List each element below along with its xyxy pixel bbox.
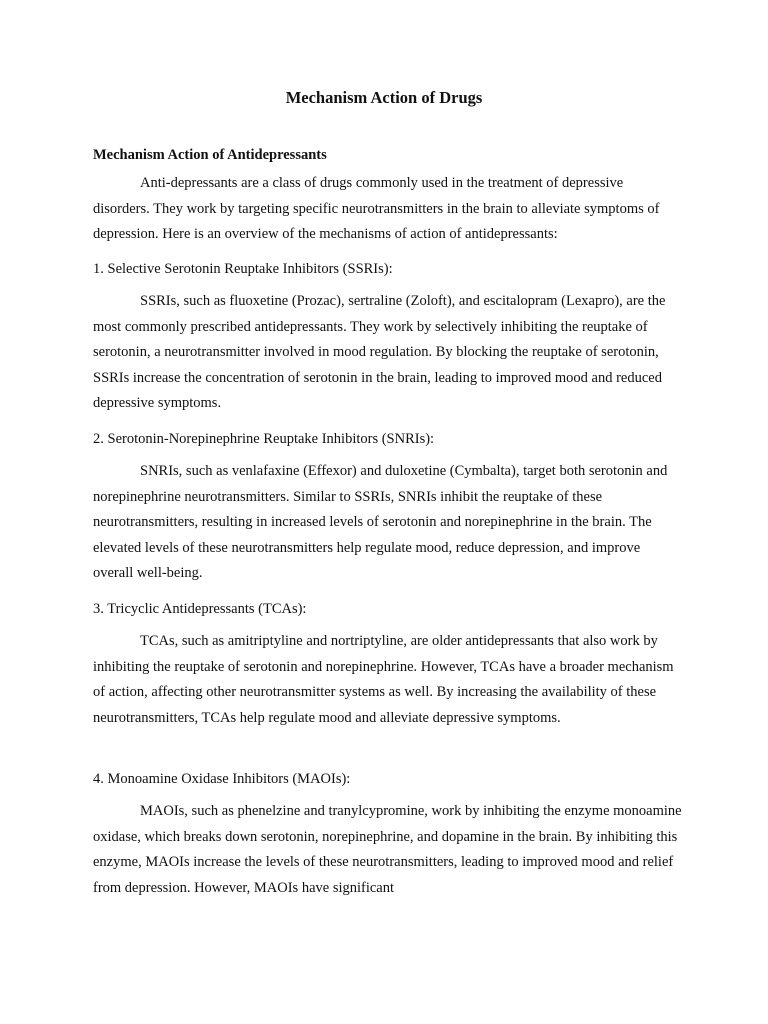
item-heading-snri: 2. Serotonin-Norepinephrine Reuptake Inhibitors (SNRIs): xyxy=(93,431,435,447)
section-heading: Mechanism Action of Antidepressants xyxy=(93,147,327,163)
item-body-snri: SNRIs, such as venlafaxine (Effexor) and duloxetine (Cymbalta), target both serotonin and norepinephrine neurotransmitters. Similar to SSRIs, SNRIs inhibit the reuptake of these neurotransmitters, resulting in increased levels of serotonin and norepinephrine in the brain. The elevated levels of these neurotransmitters help regulate mood, reduce depression, and improve overall well-being. xyxy=(93,463,668,581)
item-body-ssri: SSRIs, such as fluoxetine (Prozac), sertraline (Zoloft), and escitalopram (Lexapro), are the most commonly prescribed antidepressants. They work by selectively inhibiting the reuptake of serotonin, a neurotransmitter involved in mood regulation. By blocking the reuptake of serotonin, SSRIs increase the concentration of serotonin in the brain, leading to improved mood and reduced depressive symptoms. xyxy=(93,293,666,411)
intro-paragraph: Anti-depressants are a class of drugs commonly used in the treatment of depressive disorders. They work by targeting specific neurotransmitters in the brain to alleviate symptoms of depression. Here is an overview of the mechanisms of action of antidepressants: xyxy=(93,175,660,242)
item-body-maoi: MAOIs, such as phenelzine and tranylcypromine, work by inhibiting the enzyme monoamine oxidase, which breaks down serotonin, norepinephrine, and dopamine in the brain. By inhibiting this enzyme, MAOIs increase the levels of these neurotransmitters, leading to improved mood and relief from depression. However, MAOIs have significant xyxy=(93,803,682,896)
item-heading-tca: 3. Tricyclic Antidepressants (TCAs): xyxy=(93,601,307,617)
document-title: Mechanism Action of Drugs xyxy=(285,88,483,107)
item-heading-ssri: 1. Selective Serotonin Reuptake Inhibitors (SSRIs): xyxy=(93,261,393,277)
item-heading-maoi: 4. Monoamine Oxidase Inhibitors (MAOIs): xyxy=(93,771,351,787)
item-body-tca: TCAs, such as amitriptyline and nortriptyline, are older antidepressants that also work by inhibiting the reuptake of serotonin and norepinephrine. However, TCAs have a broader mechanism of action, affecting other neurotransmitter systems as well. By increasing the availability of these neurotransmitters, TCAs help regulate mood and alleviate depressive symptoms. xyxy=(93,633,674,726)
